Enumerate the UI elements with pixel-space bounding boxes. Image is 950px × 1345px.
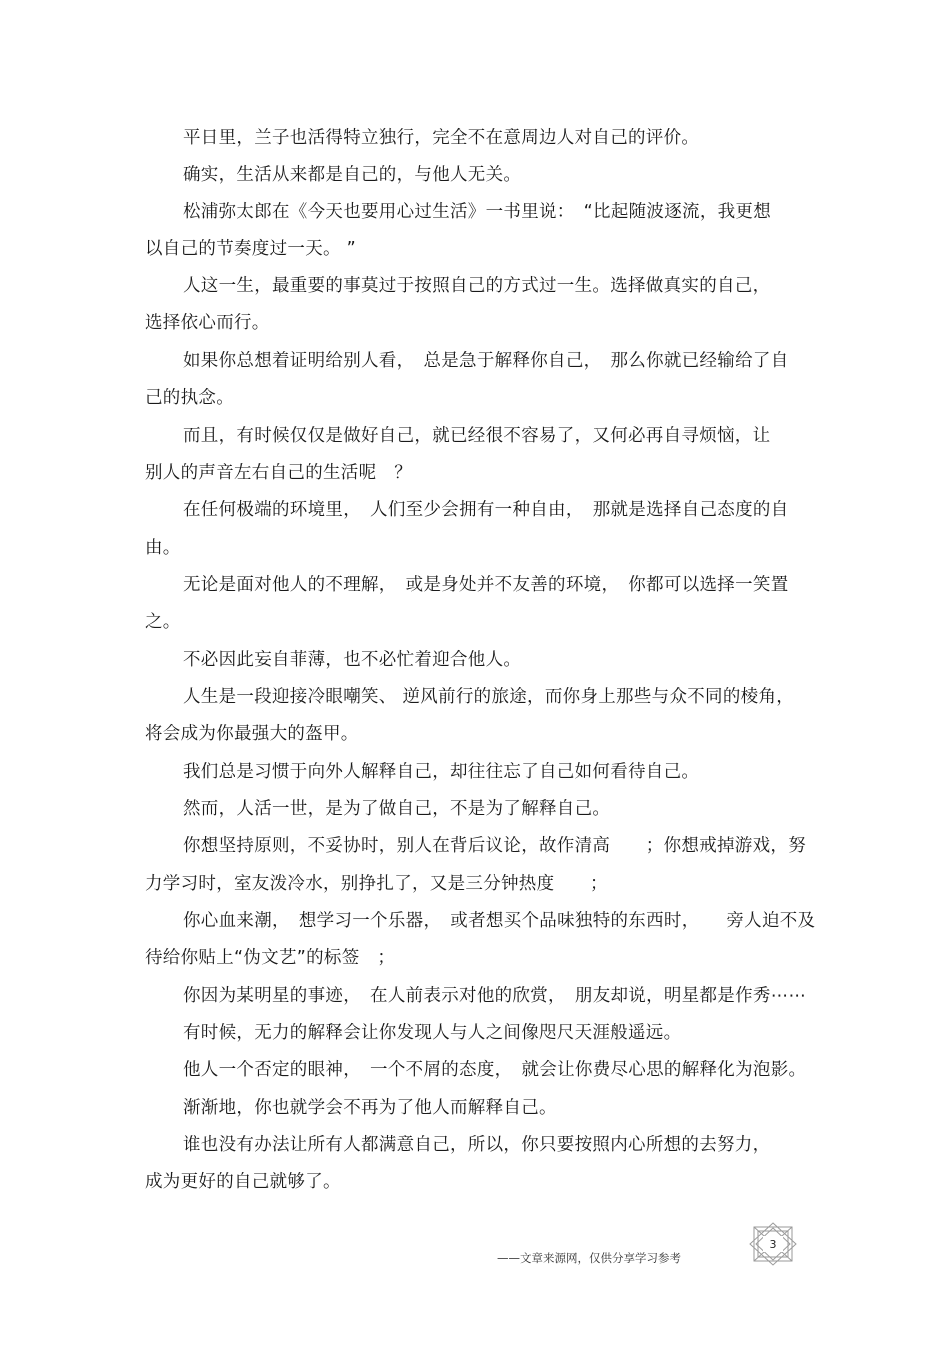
paragraph-line: 松浦弥太郎在《今天也要用心过生活》一书里说： “比起随波逐流，我更想 — [183, 202, 772, 222]
paragraph-line: 他人一个否定的眼神， 一个不屑的态度， 就会让你费尽心思的解释化为泡影。 — [183, 1060, 807, 1080]
paragraph-line: 无论是面对他人的不理解， 或是身处并不友善的环境， 你都可以选择一笑置 — [183, 575, 789, 595]
paragraph-line: 由。 — [145, 538, 181, 558]
paragraph-line: 在任何极端的环境里， 人们至少会拥有一种自由， 那就是选择自己态度的自 — [183, 500, 789, 520]
paragraph-line: 有时候，无力的解释会让你发现人与人之间像咫尺天涯般遥远。 — [183, 1023, 682, 1043]
paragraph-line: 然而，人活一世，是为了做自己，不是为了解释自己。 — [183, 799, 611, 819]
paragraph-line: 你心血来潮， 想学习一个乐器， 或者想买个品味独特的东西时， 旁人迫不及 — [183, 911, 816, 931]
paragraph-line: 力学习时，室友泼冷水，别挣扎了，又是三分钟热度 ； — [145, 874, 608, 894]
page-number: 3 — [769, 1237, 777, 1251]
paragraph-line: 己的执念。 — [145, 388, 234, 408]
paragraph-line: 你想坚持原则，不妥协时，别人在背后议论，故作清高 ；你想戒掉游戏，努 — [183, 836, 806, 856]
paragraph-line: 不必因此妄自菲薄，也不必忙着迎合他人。 — [183, 650, 522, 670]
paragraph-line: 谁也没有办法让所有人都满意自己，所以，你只要按照内心所想的去努力， — [183, 1135, 771, 1155]
paragraph-line: 平日里，兰子也活得特立独行，完全不在意周边人对自己的评价。 — [183, 128, 700, 148]
paragraph-line: 之。 — [145, 612, 181, 632]
paragraph-line: 确实，生活从来都是自己的，与他人无关。 — [183, 165, 522, 185]
paragraph-line: 待给你贴上“伪文艺”的标签 ； — [145, 948, 396, 968]
paragraph-line: 你因为某明星的事迹， 在人前表示对他的欣赏， 朋友却说，明星都是作秀⋯⋯ — [183, 986, 807, 1006]
paragraph-line: 而且，有时候仅仅是做好自己，就已经很不容易了，又何必再自寻烦恼，让 — [183, 426, 771, 446]
paragraph-line: 我们总是习惯于向外人解释自己，却往往忘了自己如何看待自己。 — [183, 762, 700, 782]
paragraph-line: 人这一生，最重要的事莫过于按照自己的方式过一生。选择做真实的自己， — [183, 276, 771, 296]
paragraph-line: 如果你总想着证明给别人看， 总是急于解释你自己， 那么你就已经输给了自 — [183, 351, 789, 371]
paragraph-line: 别人的声音左右自己的生活呢 ？ — [145, 463, 412, 483]
paragraph-line: 将会成为你最强大的盔甲。 — [145, 724, 359, 744]
paragraph-line: 选择依心而行。 — [145, 313, 270, 333]
paragraph-line: 渐渐地，你也就学会不再为了他人而解释自己。 — [183, 1098, 557, 1118]
page-number-badge — [748, 1222, 798, 1266]
paragraph-line: 以自己的节奏度过一天。 ” — [145, 239, 357, 259]
paragraph-line: 成为更好的自己就够了。 — [145, 1172, 341, 1192]
paragraph-line: 人生是一段迎接冷眼嘲笑、 逆风前行的旅途，而你身上那些与众不同的棱角， — [183, 687, 795, 707]
source-note: ——文章来源网，仅供分享学习参考 — [497, 1251, 681, 1265]
